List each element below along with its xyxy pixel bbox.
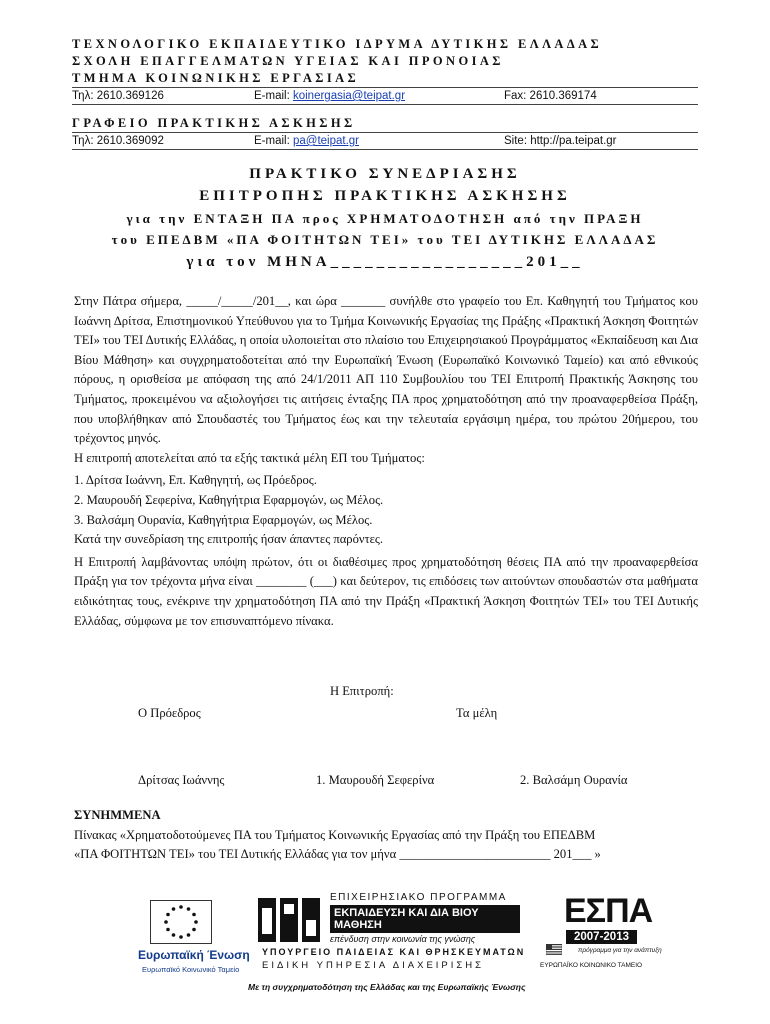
ministry-name: ΥΠΟΥΡΓΕΙΟ ΠΑΙΔΕΙΑΣ ΚΑΙ ΘΡΗΣΚΕΥΜΑΤΩΝ (262, 947, 526, 957)
document-body (74, 292, 698, 631)
cofunding-note: Με τη συγχρηματοδότηση της Ελλάδας και της Ευρωπαϊκής Ένωσης (248, 982, 526, 992)
espa-logo-text: ΕΣΠΑ (564, 892, 653, 930)
members-label: Τα μέλη (456, 706, 498, 720)
paragraph-attendance: Κατά την συνεδρίαση της επιτροπής ήσαν άπαντες παρόντες. (74, 532, 384, 547)
office-phone: Τηλ: 2610.369092 (72, 135, 164, 147)
espa-fund: ΕΥΡΩΠΑΪΚΟ ΚΟΙΝΩΝΙΚΟ ΤΑΜΕΙΟ (540, 962, 643, 969)
office-site: Site: http://pa.teipat.gr (504, 135, 617, 147)
doc-title-line2: ΕΠΙΤΡΟΠΗΣ ΠΡΑΚΤΙΚΗΣ ΑΣΚΗΣΗΣ (199, 188, 571, 204)
institution-name: ΤΕΧΝΟΛΟΓΙΚΟ ΕΚΠΑΙΔΕΥΤΙΚΟ ΙΔΡΥΜΑ ΔΥΤΙΚΗΣ ΕΛΛΑΔΑΣ (72, 37, 603, 51)
eu-flag-icon (150, 900, 212, 944)
office-name: ΓΡΑΦΕΙΟ ΠΡΑΚΤΙΚΗΣ ΑΣΚΗΣΗΣ (72, 116, 356, 130)
espa-years: 2007-2013 (566, 930, 637, 944)
attachments-heading: ΣΥΝΗΜΜΕΝΑ (74, 808, 161, 822)
espa-tagline: πρόγραμμα για την ανάπτυξη (578, 947, 662, 954)
department-email-link[interactable]: koinergasia@teipat.gr (292, 90, 406, 102)
president-name: Δρίτσας Ιωάννης (138, 773, 225, 787)
department-email-cell: E-mail: koinergasia@teipat.gr (254, 90, 406, 102)
paragraph-decision: Η Επιτροπή λαμβάνοντας υπόψη πρώτον, ότι οι διαθέσιμες προς χρηματοδότηση θέσεις ΠΑ από την προαναφερθείσα Πράξη για τον τρέχοντα μήνα είναι ________ (___) και δεύτερον, τις επιδόσεις των αιτούντων σπουδαστών στα μαθήματα ειδικότητας τους, ενέκρινε την χρηματοδότηση ΠΑ από την Πράξη «Πρακτική Άσκηση Φοιτητών ΤΕΙ» του ΤΕΙ Δυτικής Ελλάδας, σύμφωνα με τον επισυναπτόμενο πίνακα. (74, 554, 698, 628)
member-item: 1. Δρίτσα Ιωάννη, Επ. Καθηγητή, ως Πρόεδρος. (74, 473, 317, 488)
paragraph-committee: Η επιτροπή αποτελείται από τα εξής τακτικά μέλη ΕΠ του Τμήματος: (74, 450, 425, 465)
department-name: ΤΜΗΜΑ ΚΟΙΝΩΝΙΚΗΣ ΕΡΓΑΣΙΑΣ (72, 71, 360, 85)
programme-text (330, 892, 520, 944)
greek-flag-icon (546, 944, 562, 955)
member1-name: 1. Μαυρουδή Σεφερίνα (316, 773, 435, 787)
committee-label: Η Επιτροπή: (330, 684, 394, 698)
institution-header (72, 36, 698, 150)
programme-line1: ΕΠΙΧΕΙΡΗΣΙΑΚΟ ΠΡΟΓΡΑΜΜΑ (330, 892, 507, 903)
paragraph-intro: Στην Πάτρα σήμερα, _____/_____/201__, και ώρα _______ συνήλθε στο γραφείο του Επ. Καθηγητή του Τμήματος κου Ιωάννη Δρίτσα, Επιστημονικού Υπεύθυνου για το Τμήμα Κοινωνικής Εργασίας της Πράξης «Πρακτική Άσκηση Φοιτητών ΤΕΙ» του ΤΕΙ Δυτικής Ελλάδας, η οποία υλοποιείται στο πλαίσιο του Επιχειρησιακού Προγράμματος «Εκπαίδευση και Δια Βίου Μάθηση» και συγχρηματοδοτείται από την Ευρωπαϊκή Ένωση (Ευρωπαϊκό Κοινωνικό Ταμείο) και από εθνικούς πόρους, η ορισθείσα με απόφαση της από 24/1/2011 ΑΠ 110 Συμβουλίου του ΤΕΙ Επιτροπή Πρακτικής Άσκησης του Τμήματος, προκειμένου να αξιολογήσει τις αιτήσεις ένταξης ΠΑ προς χρηματοδότηση από την προαναφερθείσα Πράξη, που υποβλήθηκαν από Σπουδαστές του Τμήματος έως και την τελευταία εργάσιμη ημέρα, του πρώτου 20ήμερου, του τρέχοντος μηνός. (74, 294, 698, 446)
department-contact-row (72, 87, 698, 105)
programme-line2: ΕΚΠΑΙΔΕΥΣΗ ΚΑΙ ΔΙΑ ΒΙΟΥ ΜΑΘΗΣΗ (330, 905, 520, 933)
attachments-section (74, 806, 698, 865)
funding-logos (0, 880, 770, 1024)
doc-title-line3: για την ΕΝΤΑΞΗ ΠΑ προς ΧΡΗΜΑΤΟΔΟΤΗΣΗ από την ΠΡΑΞΗ (126, 211, 644, 226)
member-item: 2. Μαυρουδή Σεφερίνα, Καθηγήτρια Εφαρμογών, ως Μέλος. (74, 492, 384, 507)
programme-logo-icon (258, 894, 324, 944)
office-email-cell: E-mail: pa@teipat.gr (254, 135, 360, 147)
department-phone: Τηλ: 2610.369126 (72, 90, 164, 102)
managing-authority: ΕΙΔΙΚΗ ΥΠΗΡΕΣΙΑ ΔΙΑΧΕΙΡΙΣΗΣ (262, 960, 485, 971)
doc-title-line5: για τον ΜΗΝΑ_________________201__ (186, 254, 584, 270)
department-fax: Fax: 2610.369174 (504, 90, 597, 102)
eu-label: Ευρωπαϊκή Ένωση (138, 948, 250, 962)
eu-sub-label: Ευρωπαϊκό Κοινωνικό Ταμείο (142, 965, 240, 974)
office-email-link[interactable]: pa@teipat.gr (292, 135, 360, 147)
attachment-line: Πίνακας «Χρηματοδοτούμενες ΠΑ του Τμήματος Κοινωνικής Εργασίας από την Πράξη του ΕΠΕΔΒΜ (74, 827, 596, 842)
president-label: Ο Πρόεδρος (138, 706, 201, 720)
member2-name: 2. Βαλσάμη Ουρανία (520, 773, 628, 787)
doc-title-line4: του ΕΠΕΔΒΜ «ΠΑ ΦΟΙΤΗΤΩΝ ΤΕΙ» του ΤΕΙ ΔΥΤΙΚΗΣ ΕΛΛΑΔΑΣ (111, 232, 659, 247)
school-name: ΣΧΟΛΗ ΕΠΑΓΓΕΛΜΑΤΩΝ ΥΓΕΙΑΣ ΚΑΙ ΠΡΟΝΟΙΑΣ (72, 54, 504, 68)
member-item: 3. Βαλσάμη Ουρανία, Καθηγήτρια Εφαρμογών, ως Μέλος. (74, 512, 373, 527)
doc-title-line1: ΠΡΑΚΤΙΚΟ ΣΥΝΕΔΡΙΑΣΗΣ (249, 166, 521, 182)
programme-line3: επένδυση στην κοινωνία της γνώσης (330, 934, 476, 944)
office-contact-row (72, 132, 698, 150)
attachment-line: «ΠΑ ΦΟΙΤΗΤΩΝ ΤΕΙ» του ΤΕΙ Δυτικής Ελλάδας για τον μήνα ________________________ 201___ » (74, 847, 601, 862)
